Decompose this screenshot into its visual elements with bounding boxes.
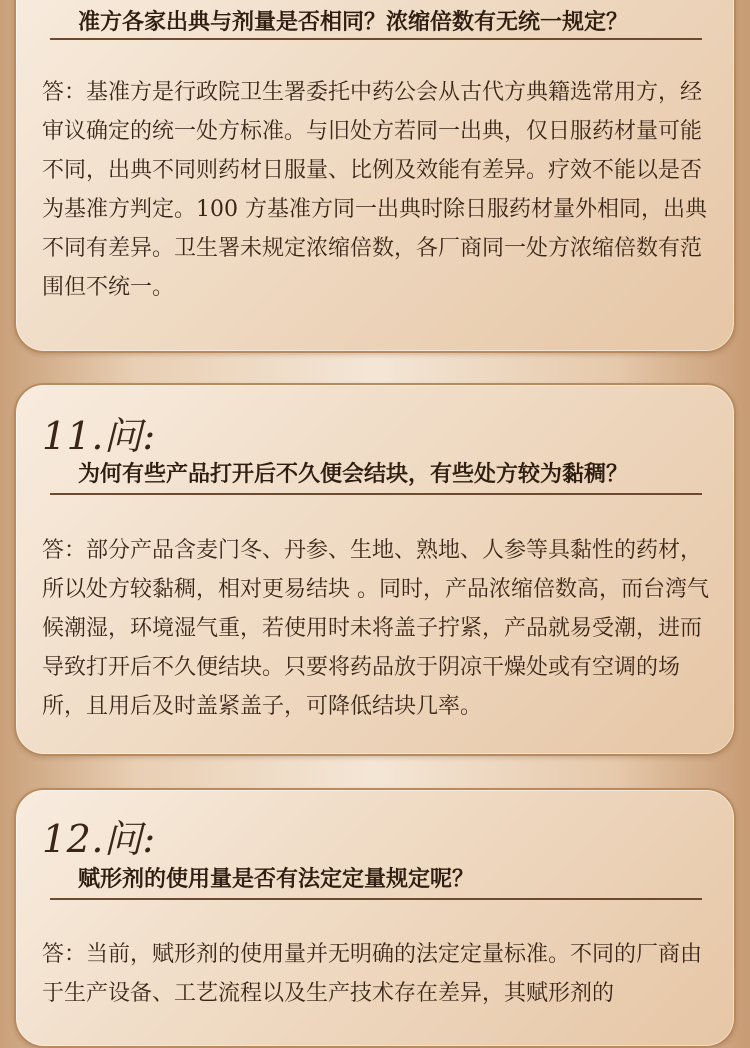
faq-card-10 bbox=[14, 0, 736, 353]
divider bbox=[50, 898, 702, 900]
answer-text bbox=[42, 935, 712, 1013]
divider bbox=[50, 493, 702, 495]
answer-text bbox=[42, 531, 712, 726]
question-number: 12.问: bbox=[42, 817, 156, 861]
answer-prefix: 答： bbox=[42, 80, 87, 105]
question-text: 准方各家出典与剂量是否相同？浓缩倍数有无统一规定？ bbox=[78, 9, 629, 35]
faq-card-12 bbox=[14, 788, 736, 1048]
answer-body: 部分产品含麦门冬、丹参、生地、熟地、人参等具黏性的药材，所以处方较黏稠，相对更易结块 。同时，产品浓缩倍数高，而台湾气候潮湿，环境湿气重，若使用时未将盖子拧紧，产品就易受潮，进而导致打开后不久便结块。只要将药品放于阴凉干燥处或有空调的场所，且用后及时盖紧盖子，可降低结块几率。 bbox=[42, 538, 709, 719]
answer-body: 当前，赋形剂的使用量并无明确的法定定量标准。不同的厂商由于生产设备、工艺流程以及生产技术存在差异，其赋形剂的 bbox=[42, 942, 703, 1006]
divider bbox=[50, 38, 702, 40]
answer-body: 基准方是行政院卫生署委托中药公会从古代方典籍选常用方，经审议确定的统一处方标准。与旧处方若同一出典，仅日服药材量可能不同，出典不同则药材日服量、比例及效能有差异。疗效不能以是否为基准方判定。100 方基准方同一出典时除日服药材量外相同，出典不同有差异。卫生署未规定浓缩倍数，各厂商同一处方浓缩倍数有范围但不统一。 bbox=[42, 80, 707, 300]
question-number: 11.问: bbox=[42, 414, 156, 458]
answer-prefix: 答： bbox=[42, 942, 87, 967]
question-text: 为何有些产品打开后不久便会结块，有些处方较为黏稠？ bbox=[78, 461, 629, 487]
answer-text bbox=[42, 73, 712, 307]
question-text: 赋形剂的使用量是否有法定定量规定呢？ bbox=[78, 866, 475, 892]
faq-card-11 bbox=[14, 383, 736, 756]
answer-prefix: 答： bbox=[42, 538, 87, 563]
